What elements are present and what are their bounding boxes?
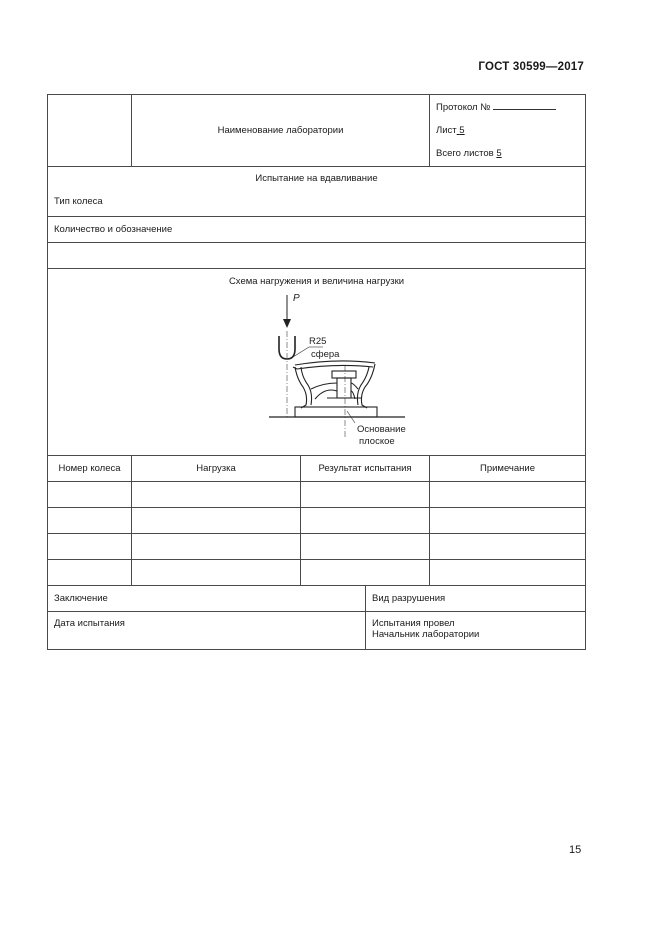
protocol-form — [47, 94, 586, 650]
scheme-title: Схема нагружения и величина нагрузки — [228, 276, 405, 287]
protocol-number-line[interactable] — [436, 96, 579, 119]
wheel-type-label: Тип колеса — [54, 196, 103, 207]
loading-scheme-cell — [48, 269, 586, 456]
standard-code: ГОСТ 30599—2017 — [478, 61, 584, 73]
force-arrow-head — [283, 319, 291, 328]
protocol-info-cell — [430, 95, 586, 167]
radius-label: R25 — [308, 336, 326, 347]
results-header-row — [48, 456, 586, 482]
table-row — [48, 508, 586, 534]
sheet-label: Лист — [436, 125, 457, 136]
test-info-cell[interactable] — [48, 167, 586, 217]
force-label: P — [292, 293, 300, 304]
cell-load[interactable] — [132, 560, 301, 586]
cell-result[interactable] — [301, 560, 430, 586]
table-row — [48, 534, 586, 560]
lab-name-cell[interactable] — [132, 95, 430, 167]
base-label-line1: Основание — [356, 424, 406, 435]
loading-scheme-diagram — [197, 287, 437, 447]
protocol-number-field[interactable] — [493, 99, 556, 110]
total-sheets-line — [436, 142, 579, 165]
quantity-cell[interactable] — [48, 217, 586, 243]
failure-type-cell[interactable] — [366, 586, 586, 612]
test-date-label: Дата испытания — [54, 618, 125, 629]
cell-note[interactable] — [430, 482, 586, 508]
total-sheets-value: 5 — [496, 148, 502, 159]
cell-result[interactable] — [301, 534, 430, 560]
table-row — [48, 482, 586, 508]
cell-result[interactable] — [301, 508, 430, 534]
protocol-number-label: Протокол № — [436, 102, 491, 113]
col-header-load: Нагрузка — [132, 456, 301, 482]
test-date-cell[interactable] — [48, 612, 366, 650]
total-sheets-label: Всего листов — [436, 148, 494, 159]
tested-by-label: Испытания провел — [372, 618, 455, 629]
cell-load[interactable] — [132, 534, 301, 560]
header-blank-cell — [48, 95, 132, 167]
lab-head-label: Начальник лаборатории — [372, 629, 480, 640]
cell-load[interactable] — [132, 508, 301, 534]
sheet-line — [436, 119, 579, 142]
wheel-section — [293, 361, 377, 417]
cell-wheel-number[interactable] — [48, 482, 132, 508]
sheet-value: 5 — [459, 125, 465, 136]
lab-name-label: Наименование лаборатории — [217, 125, 344, 136]
cell-result[interactable] — [301, 482, 430, 508]
cell-note[interactable] — [430, 508, 586, 534]
col-header-note: Примечание — [430, 456, 586, 482]
col-header-wheel-number: Номер колеса — [48, 456, 132, 482]
cell-note[interactable] — [430, 560, 586, 586]
conclusion-cell[interactable] — [48, 586, 366, 612]
cell-load[interactable] — [132, 482, 301, 508]
col-header-result: Результат испытания — [301, 456, 430, 482]
quantity-label: Количество и обозначение — [54, 224, 173, 235]
signatures-cell[interactable] — [366, 612, 586, 650]
cell-wheel-number[interactable] — [48, 508, 132, 534]
page-number: 15 — [569, 844, 582, 856]
cell-wheel-number[interactable] — [48, 534, 132, 560]
cell-note[interactable] — [430, 534, 586, 560]
sphere-label: сфера — [310, 349, 339, 360]
test-title: Испытание на вдавливание — [255, 173, 378, 184]
cell-wheel-number[interactable] — [48, 560, 132, 586]
conclusion-label: Заключение — [54, 593, 108, 604]
base-label-line2: плоское — [358, 436, 395, 447]
failure-type-label: Вид разрушения — [372, 593, 446, 604]
blank-row-cell[interactable] — [48, 243, 586, 269]
table-row — [48, 560, 586, 586]
